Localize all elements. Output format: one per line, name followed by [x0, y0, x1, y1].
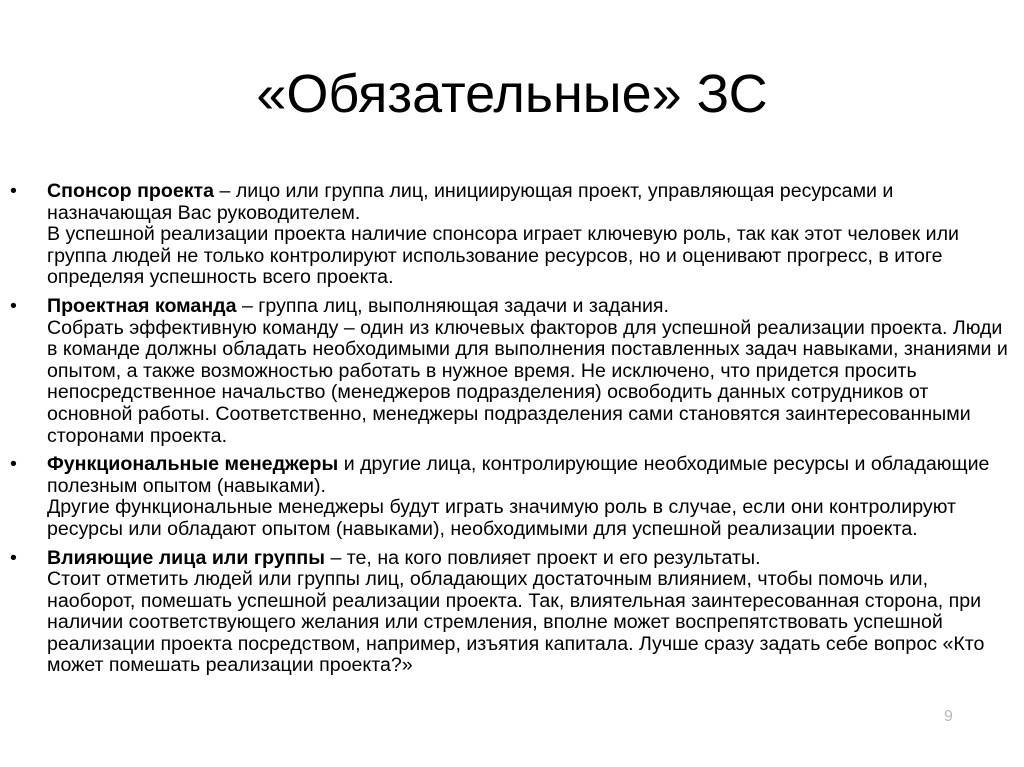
bullet-detail: Собрать эффективную команду – один из ключевых факторов для успешной реализации проекта. Люди в команде должны обладать необходимыми для выполнения поставленных задач навыками, знаниями и опытом, а также возможностью работать в нужное время. Не исключено, что придется просить непосредственное начальство (менеджеров подразделения) освободить данных сотрудников от основной работы. Соответственно, менеджеры подразделения сами становятся заинтересованными сторонами проекта.: [47, 316, 1008, 447]
bullet-heading: Влияющие лица или группы: [47, 546, 325, 569]
bullet-heading: Функциональные менеджеры: [47, 453, 339, 476]
bullet-item-influencers: [10, 548, 1014, 678]
bullet-first-text: – те, на кого повлияет проект и его результаты.: [325, 546, 761, 569]
bullet-dot-icon: •: [10, 453, 17, 476]
bullet-heading: Проектная команда: [47, 294, 237, 317]
bullet-first-line: [47, 454, 1014, 497]
bullet-item-sponsor: [10, 181, 1014, 289]
bullet-heading: Спонсор проекта: [47, 180, 215, 202]
bullet-dot-icon: •: [10, 546, 17, 569]
bullet-detail: В успешной реализации проекта наличие спонсора играет ключевую роль, так как этот человек или группа людей не только контролируют использование ресурсов, но и оценивают прогресс, в итоге определяя успешность всего проекта.: [47, 223, 959, 289]
bullet-dot-icon: •: [10, 294, 17, 317]
bullet-first-line: [47, 296, 1014, 318]
slide-number: 9: [944, 708, 953, 725]
slide-title: «Обязательные» ЗС: [256, 64, 768, 124]
bullet-item-functional-managers: [10, 454, 1014, 540]
bullet-dot-icon: •: [10, 180, 17, 202]
bullet-detail: Стоит отметить людей или группы лиц, обладающих достаточным влиянием, чтобы помочь или, наоборот, помешать успешной реализации проекта. Так, влиятельная заинтересованная сторона, при наличии соответствующего желания или стремления, вполне может воспрепятствовать успешной реализации проекта посредством, например, изъятия капитала. Лучше сразу задать себе вопрос «Кто может помешать реализации проекта?»: [47, 568, 985, 677]
bullet-detail: Другие функциональные менеджеры будут играть значимую роль в случае, если они контролируют ресурсы или обладают опытом (навыками), необходимыми для успешной реализации проекта.: [47, 496, 956, 540]
bullet-first-text: – группа лиц, выполняющая задачи и задания.: [236, 294, 669, 317]
bullet-first-text: и другие лица, контролирующие необходимые ресурсы и обладающие полезным опытом (навыками).: [47, 453, 990, 497]
bullet-first-line: [47, 548, 1014, 570]
bullet-first-line: [47, 181, 1014, 224]
bullet-first-text: – лицо или группа лиц, инициирующая проект, управляющая ресурсами и назначающая Вас руководителем.: [47, 180, 894, 224]
bullet-item-team: [10, 296, 1014, 447]
bullet-list: [10, 181, 1014, 684]
